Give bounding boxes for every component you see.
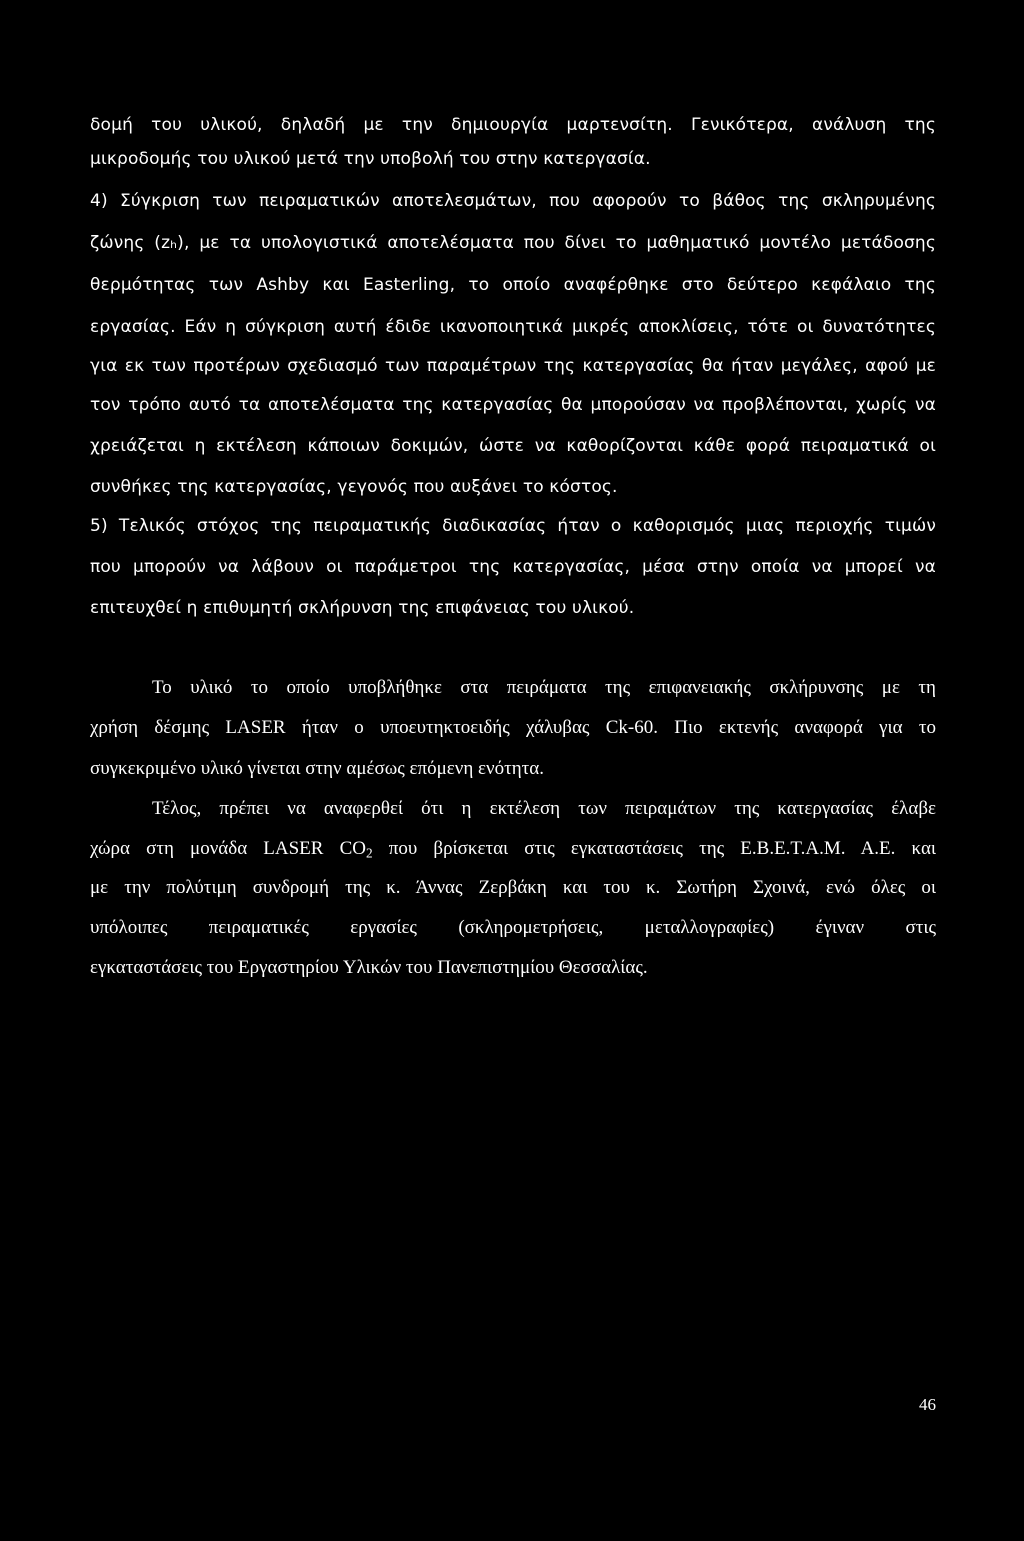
- text-line: ζώνης (zₕ), με τα υπολογιστικά αποτελέσματα που δίνει το μαθηματικό μοντέλο μετάδοσης: [90, 233, 936, 253]
- text-line: συνθήκες της κατεργασίας, γεγονός που αυξάνει το κόστος.: [90, 477, 618, 497]
- text-fragment: χώρα στη μονάδα LASER CO: [90, 838, 366, 859]
- text-line: επιτευχθεί η επιθυμητή σκλήρυνση της επιφάνειας του υλικού.: [90, 598, 635, 618]
- page-number: 46: [919, 1395, 936, 1414]
- text-line: υπόλοιπες πειραματικές εργασίες (σκληρομετρήσεις, μεταλλογραφίες) έγιναν στις: [90, 917, 936, 938]
- text-line: χρειάζεται η εκτέλεση κάποιων δοκιμών, ώστε να καθορίζονται κάθε φορά πειραματικά οι: [90, 436, 936, 456]
- text-line: με την πολύτιμη συνδρομή της κ. Άννας Ζερβάκη και του κ. Σωτήρη Σχοινά, ενώ όλες οι: [90, 877, 936, 898]
- subscript: 2: [366, 845, 373, 861]
- text-fragment: που βρίσκεται στις εγκαταστάσεις της Ε.Β.Ε.Τ.Α.Μ. Α.Ε. και: [372, 838, 937, 859]
- text-line: μικροδομής του υλικού μετά την υποβολή του στην κατεργασία.: [90, 149, 651, 169]
- text-line: χρήση δέσμης LASER ήταν ο υποευτηκτοειδής χάλυβας Ck-60. Πιο εκτενής αναφορά για το: [90, 717, 936, 738]
- text-line: θερμότητας των Ashby και Easterling, το οποίο αναφέρθηκε στο δεύτερο κεφάλαιο της: [90, 275, 936, 295]
- list-item-4-line: 4) Σύγκριση των πειραματικών αποτελεσμάτων, που αφορούν το βάθος της σκληρυμένης: [90, 191, 936, 211]
- text-line: που μπορούν να λάβουν οι παράμετροι της κατεργασίας, μέσα στην οποία να μπορεί να: [90, 557, 936, 577]
- text-line: Το υλικό το οποίο υποβλήθηκε στα πειράματα της επιφανειακής σκλήρυνσης με τη: [152, 677, 936, 698]
- list-item-5-line: 5) Τελικός στόχος της πειραματικής διαδικασίας ήταν ο καθορισμός μιας περιοχής τιμών: [90, 516, 936, 536]
- text-line: τον τρόπο αυτό τα αποτελέσματα της κατεργασίας θα μπορούσαν να προβλέπονται, χωρίς να: [90, 395, 936, 415]
- text-line: για εκ των προτέρων σχεδιασμό των παραμέτρων της κατεργασίας θα ήταν μεγάλες, αφού με: [90, 356, 936, 376]
- text-line: Τέλος, πρέπει να αναφερθεί ότι η εκτέλεση των πειραμάτων της κατεργασίας έλαβε: [152, 798, 936, 819]
- text-line: εγκαταστάσεις του Εργαστηρίου Υλικών του Πανεπιστημίου Θεσσαλίας.: [90, 957, 648, 978]
- text-line: δομή του υλικού, δηλαδή με την δημιουργία μαρτενσίτη. Γενικότερα, ανάλυση της: [90, 115, 936, 135]
- text-line: εργασίας. Εάν η σύγκριση αυτή έδιδε ικανοποιητικά μικρές αποκλίσεις, τότε οι δυνατότητες: [90, 317, 936, 337]
- text-line: συγκεκριμένο υλικό γίνεται στην αμέσως επόμενη ενότητα.: [90, 758, 544, 779]
- text-line-co2: [90, 838, 936, 860]
